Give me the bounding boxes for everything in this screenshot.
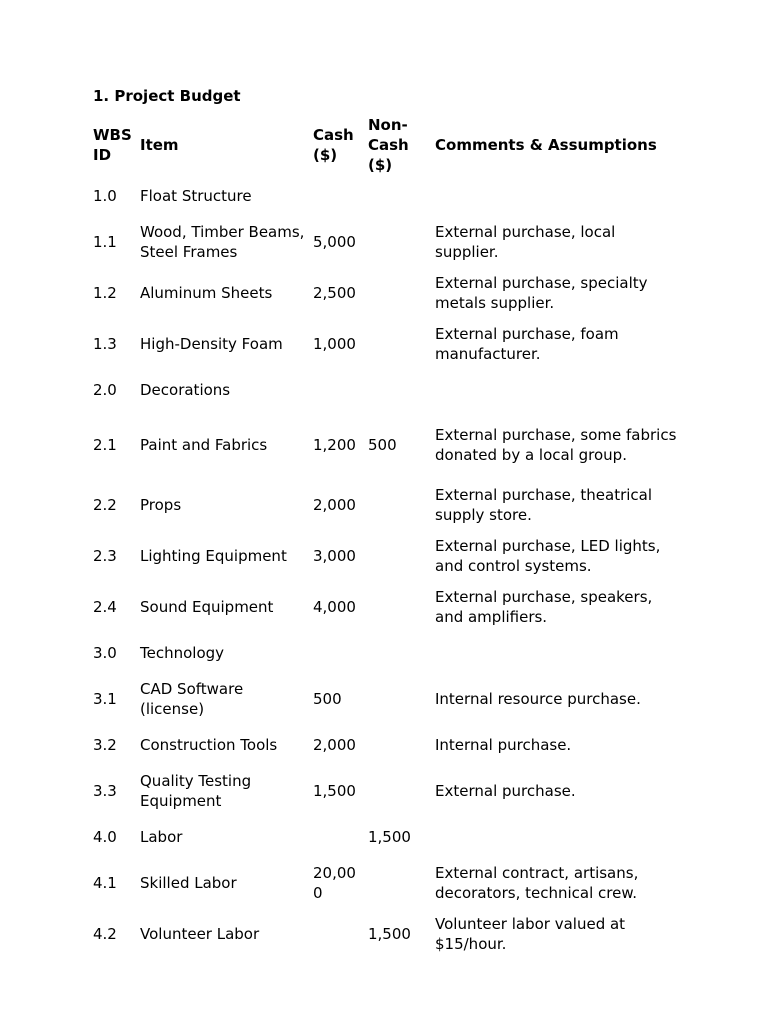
cell-cash: 2,000 — [313, 495, 356, 514]
cell-cash: 5,000 — [313, 232, 356, 251]
cell-comments: External contract, artisans, decorators, technical crew. — [435, 863, 639, 902]
table-row — [90, 724, 680, 765]
cell-wbs-id: 2.1 — [93, 435, 117, 454]
cell-cash: 1,000 — [313, 334, 356, 353]
cell-non-cash: 1,500 — [368, 924, 411, 943]
cell-wbs-id: 4.2 — [93, 924, 117, 943]
cell-comments: External purchase, local supplier. — [435, 222, 616, 261]
cell-comments: External purchase, LED lights, and control systems. — [435, 536, 661, 575]
cell-comments: Internal purchase. — [435, 735, 572, 754]
cell-item: Construction Tools — [140, 735, 278, 754]
section-heading: 1. Project Budget — [93, 87, 241, 105]
table-row — [90, 765, 680, 816]
table-row — [90, 673, 680, 724]
table-row — [90, 369, 680, 410]
header-wbs-id: WBS ID — [93, 126, 132, 164]
cell-non-cash — [365, 765, 432, 816]
cell-non-cash — [365, 369, 432, 410]
cell-comments: External purchase, specialty metals supplier. — [435, 273, 648, 312]
header-cash: Cash ($) — [313, 126, 354, 164]
cell-item: Paint and Fabrics — [140, 435, 268, 454]
cell-non-cash: 500 — [368, 435, 397, 454]
cell-item: Float Structure — [140, 186, 252, 205]
cell-wbs-id: 2.3 — [93, 546, 117, 565]
cell-non-cash — [365, 175, 432, 216]
table-row — [90, 318, 680, 369]
cell-cash: 500 — [313, 689, 342, 708]
cell-comments — [432, 175, 680, 216]
cell-item: Sound Equipment — [140, 597, 274, 616]
cell-wbs-id: 2.4 — [93, 597, 117, 616]
cell-non-cash — [365, 216, 432, 267]
cell-comments: External purchase, theatrical supply store. — [435, 485, 653, 524]
table-row — [90, 816, 680, 857]
cell-item: Labor — [140, 827, 183, 846]
cell-item: Aluminum Sheets — [140, 283, 273, 302]
cell-non-cash — [365, 267, 432, 318]
cell-non-cash — [365, 479, 432, 530]
cell-wbs-id: 2.0 — [93, 380, 117, 399]
cell-comments: Internal resource purchase. — [435, 689, 641, 708]
cell-item: Props — [140, 495, 182, 514]
cell-cash — [310, 816, 365, 857]
cell-wbs-id: 2.2 — [93, 495, 117, 514]
cell-cash: 2,500 — [313, 283, 356, 302]
cell-item: Lighting Equipment — [140, 546, 287, 565]
cell-comments — [432, 369, 680, 410]
table-row — [90, 267, 680, 318]
cell-cash — [310, 632, 365, 673]
cell-non-cash — [365, 318, 432, 369]
cell-wbs-id: 4.0 — [93, 827, 117, 846]
cell-wbs-id: 1.0 — [93, 186, 117, 205]
cell-wbs-id: 3.2 — [93, 735, 117, 754]
cell-comments — [432, 816, 680, 857]
cell-cash: 1,200 — [313, 435, 356, 454]
header-non-cash: Non-Cash ($) — [368, 116, 409, 174]
table-row — [90, 530, 680, 581]
table-header-row — [90, 115, 680, 175]
cell-item: Volunteer Labor — [140, 924, 260, 943]
cell-comments: External purchase, speakers, and amplifiers. — [435, 587, 653, 626]
cell-wbs-id: 3.3 — [93, 781, 117, 800]
header-comments: Comments & Assumptions — [435, 136, 657, 154]
cell-wbs-id: 3.0 — [93, 643, 117, 662]
cell-wbs-id: 4.1 — [93, 873, 117, 892]
table-row — [90, 216, 680, 267]
cell-cash: 4,000 — [313, 597, 356, 616]
cell-non-cash: 1,500 — [368, 827, 411, 846]
cell-non-cash — [365, 581, 432, 632]
cell-non-cash — [365, 530, 432, 581]
cell-comments: External purchase. — [435, 781, 576, 800]
cell-cash: 20,000 — [313, 863, 356, 902]
table-row — [90, 479, 680, 530]
cell-non-cash — [365, 632, 432, 673]
cell-comments — [432, 632, 680, 673]
cell-wbs-id: 1.1 — [93, 232, 117, 251]
cell-cash — [310, 908, 365, 959]
cell-wbs-id: 1.2 — [93, 283, 117, 302]
cell-cash: 3,000 — [313, 546, 356, 565]
cell-non-cash — [365, 673, 432, 724]
cell-item: Technology — [140, 643, 225, 662]
table-row — [90, 175, 680, 216]
cell-comments: External purchase, foam manufacturer. — [435, 324, 619, 363]
cell-wbs-id: 1.3 — [93, 334, 117, 353]
cell-item: Wood, Timber Beams, Steel Frames — [140, 222, 305, 261]
cell-cash — [310, 369, 365, 410]
cell-item: High-Density Foam — [140, 334, 283, 353]
cell-comments: External purchase, some fabrics donated by a local group. — [435, 425, 677, 464]
cell-cash: 1,500 — [313, 781, 356, 800]
table-row — [90, 410, 680, 479]
cell-cash — [310, 175, 365, 216]
cell-comments: Volunteer labor valued at $15/hour. — [435, 914, 626, 953]
table-row — [90, 632, 680, 673]
cell-item: Quality Testing Equipment — [140, 771, 252, 810]
budget-table — [90, 115, 680, 959]
cell-cash: 2,000 — [313, 735, 356, 754]
cell-non-cash — [365, 857, 432, 908]
cell-item: Skilled Labor — [140, 873, 237, 892]
cell-item: CAD Software (license) — [140, 679, 244, 718]
table-row — [90, 581, 680, 632]
header-item: Item — [140, 136, 179, 154]
cell-wbs-id: 3.1 — [93, 689, 117, 708]
cell-non-cash — [365, 724, 432, 765]
table-row — [90, 908, 680, 959]
cell-item: Decorations — [140, 380, 231, 399]
table-row — [90, 857, 680, 908]
